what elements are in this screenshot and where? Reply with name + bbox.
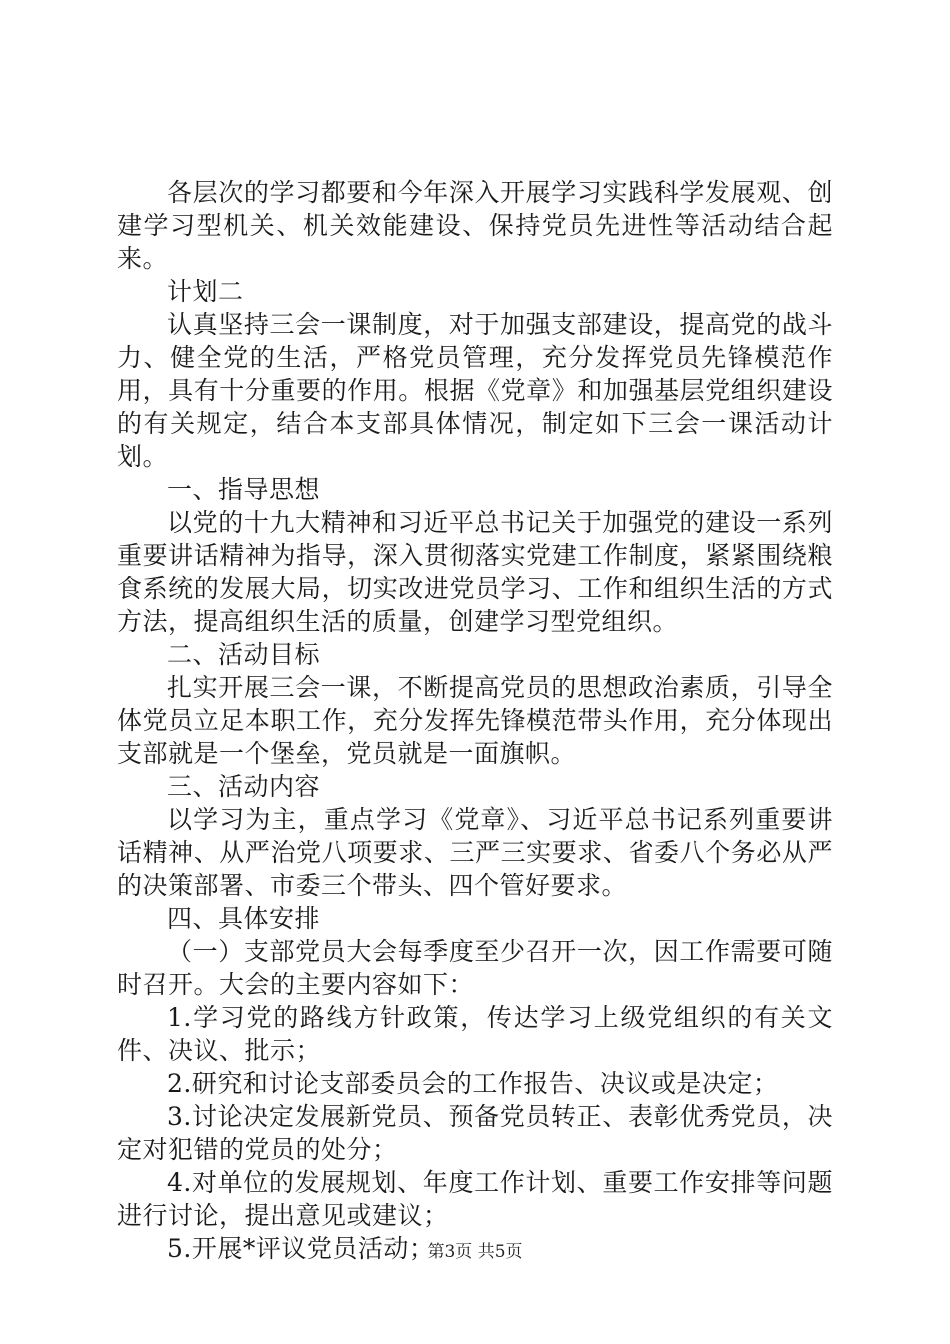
section-heading: 三、活动内容 <box>167 772 321 801</box>
list-item: 2.研究和讨论支部委员会的工作报告、决议或是决定； <box>167 1069 779 1098</box>
list-item: 3.讨论决定发展新党员、预备党员转正、表彰优秀党员，决定对犯错的党员的处分； <box>117 1102 833 1164</box>
paragraph: 扎实开展三会一课，不断提高党员的思想政治素质，引导全体党员立足本职工作，充分发挥先锋模范带头作用，充分体现出支部就是一个堡垒，党员就是一面旗帜。 <box>117 673 833 768</box>
section-heading: 一、指导思想 <box>167 475 321 504</box>
list-item: 1.学习党的路线方针政策，传达学习上级党组织的有关文件、决议、批示； <box>117 1003 833 1065</box>
section-heading: 计划二 <box>167 277 244 306</box>
list-item: 5.开展*评议党员活动； <box>167 1234 435 1263</box>
section-heading: 二、活动目标 <box>167 640 321 669</box>
document-body <box>117 176 833 1265</box>
paragraph: 认真坚持三会一课制度，对于加强支部建设，提高党的战斗力、健全党的生活，严格党员管理，充分发挥党员先锋模范作用，具有十分重要的作用。根据《党章》和加强基层党组织建设的有关规定，结合本支部具体情况，制定如下三会一课活动计划。 <box>117 310 833 471</box>
paragraph: （一）支部党员大会每季度至少召开一次，因工作需要可随时召开。大会的主要内容如下： <box>117 937 833 999</box>
section-heading: 四、具体安排 <box>167 904 321 933</box>
list-item: 4.对单位的发展规划、年度工作计划、重要工作安排等问题进行讨论，提出意见或建议； <box>117 1168 833 1230</box>
page-number: 第3页 共5页 <box>427 1242 523 1262</box>
paragraph: 以学习为主，重点学习《党章》、习近平总书记系列重要讲话精神、从严治党八项要求、三严三实要求、省委八个务必从严的决策部署、市委三个带头、四个管好要求。 <box>117 805 833 900</box>
paragraph: 以党的十九大精神和习近平总书记关于加强党的建设一系列重要讲话精神为指导，深入贯彻落实党建工作制度，紧紧围绕粮食系统的发展大局，切实改进党员学习、工作和组织生活的方式方法，提高组织生活的质量，创建学习型党组织。 <box>117 508 833 636</box>
paragraph: 各层次的学习都要和今年深入开展学习实践科学发展观、创建学习型机关、机关效能建设、保持党员先进性等活动结合起来。 <box>117 178 833 273</box>
